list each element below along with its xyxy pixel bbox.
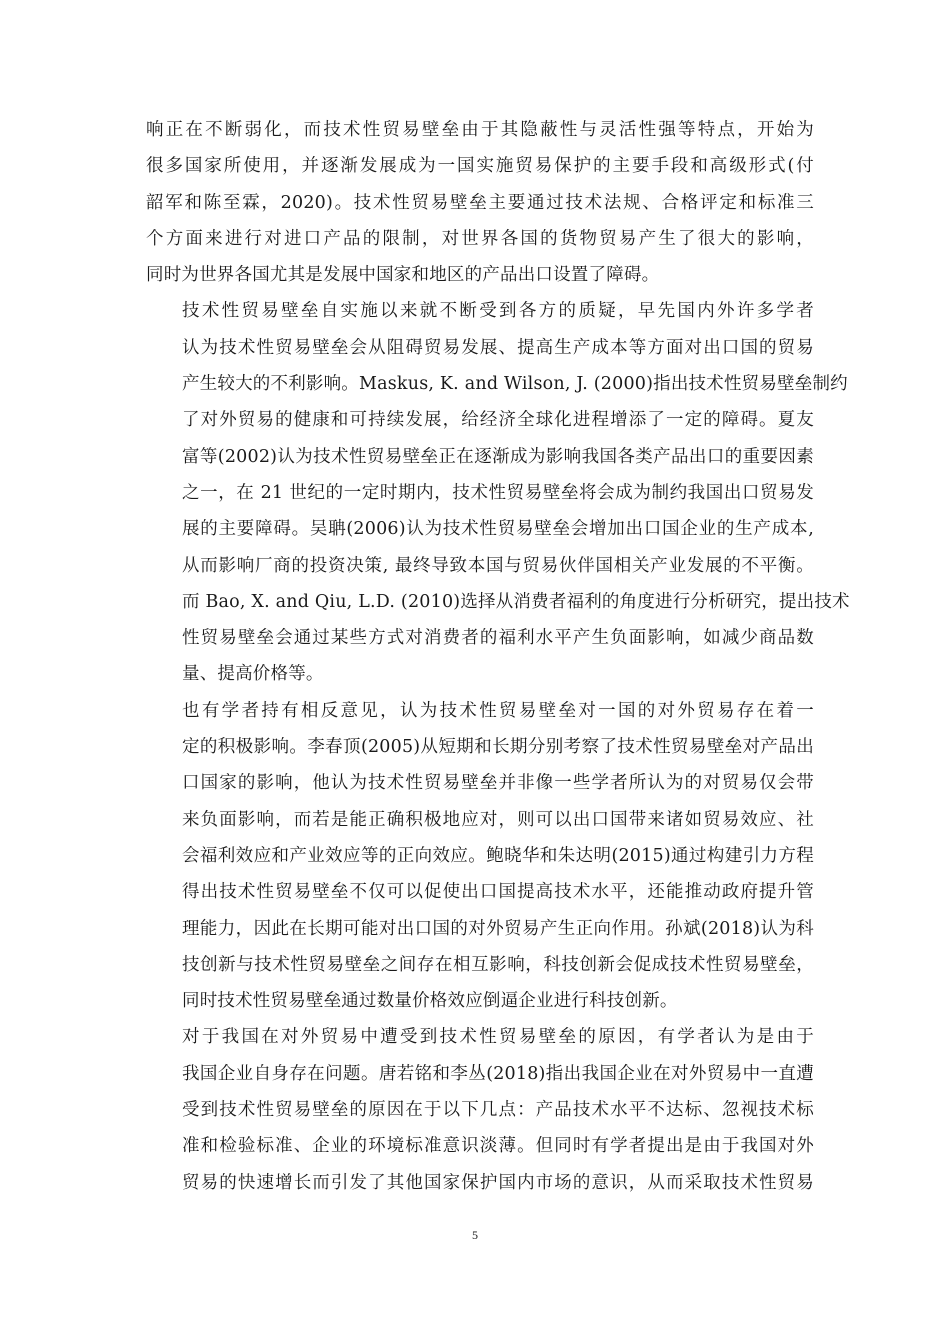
text-line: 了对外贸易的健康和可持续发展，给经济全球化进程增添了一定的障碍。夏友 [182,410,814,431]
text-line: 响正在不断弱化，而技术性贸易壁垒由于其隐蔽性与灵活性强等特点，开始为 [146,120,814,140]
text-line: 之一，在 21 世纪的一定时期内，技术性贸易壁垒将会成为制约我国出口贸易发 [182,482,814,503]
paragraph [146,293,850,692]
text-line: 口国家的影响，他认为技术性贸易壁垒并非像一些学者所认为的对贸易仅会带 [182,773,814,794]
paragraph [146,112,814,293]
text-line: 对于我国在对外贸易中遭受到技术性贸易壁垒的原因，有学者认为是由于 [182,1027,814,1048]
text-line: 韶军和陈至霖，2020)。技术性贸易壁垒主要通过技术法规、合格评定和标准三 [146,192,814,213]
text-line: 富等(2002)认为技术性贸易壁垒正在逐渐成为影响我国各类产品出口的重要因素 [182,446,814,467]
text-line: 得出技术性贸易壁垒不仅可以促使出口国提高技术水平，还能推动政府提升管 [182,882,814,903]
text-line: 也有学者持有相反意见，认为技术性贸易壁垒对一国的对外贸易存在着一 [182,700,814,721]
text-line: 受到技术性贸易壁垒的原因在于以下几点：产品技术水平不达标、忽视技术标 [182,1100,814,1121]
body-text [146,112,850,1201]
text-line: 来负面影响，而若是能正确积极地应对，则可以出口国带来诸如贸易效应、社 [182,809,814,830]
text-line: 我国企业自身存在问题。唐若铭和李丛(2018)指出我国企业在对外贸易中一直遭 [182,1063,814,1084]
text-line: 个方面来进行对进口产品的限制，对世界各国的货物贸易产生了很大的影响， [146,228,814,249]
text-line: 技术性贸易壁垒自实施以来就不断受到各方的质疑，早先国内外许多学者 [182,301,814,322]
paragraph [146,693,814,1020]
text-line: 理能力，因此在长期可能对出口国的对外贸易产生正向作用。孙斌(2018)认为科 [182,918,814,939]
text-line: 定的积极影响。李春顶(2005)从短期和长期分别考察了技术性贸易壁垒对产品出 [182,737,814,758]
text-line: 而 Bao, X. and Qiu, L.D. (2010)选择从消费者福利的角度进行分析研究，提出技术 [182,591,850,612]
paragraph [146,1019,814,1200]
text-line: 很多国家所使用，并逐渐发展成为一国实施贸易保护的主要手段和高级形式(付 [146,156,814,177]
text-line: 会福利效应和产业效应等的正向效应。鲍晓华和朱达明(2015)通过构建引力方程 [182,845,814,866]
text-line: 准和检验标准、企业的环境标准意识淡薄。但同时有学者提出是由于我国对外 [182,1136,814,1157]
text-line: 展的主要障碍。吴聃(2006)认为技术性贸易壁垒会增加出口国企业的生产成本, [182,519,814,540]
text-line: 技创新与技术性贸易壁垒之间存在相互影响，科技创新会促成技术性贸易壁垒， [182,954,814,975]
text-line: 认为技术性贸易壁垒会从阻碍贸易发展、提高生产成本等方面对出口国的贸易 [182,337,814,358]
text-line: 同时技术性贸易壁垒通过数量价格效应倒逼企业进行科技创新。 [182,991,678,1012]
page-number: 5 [472,1228,478,1242]
text-line: 从而影响厂商的投资决策, 最终导致本国与贸易伙伴国相关产业发展的不平衡。 [182,555,814,576]
text-line: 性贸易壁垒会通过某些方式对消费者的福利水平产生负面影响，如减少商品数 [182,628,814,649]
text-line: 贸易的快速增长而引发了其他国家保护国内市场的意识，从而采取技术性贸易 [182,1172,814,1193]
text-line: 同时为世界各国尤其是发展中国家和地区的产品出口设置了障碍。 [146,265,660,286]
text-line: 量、提高价格等。 [182,664,324,685]
text-line: 产生较大的不利影响。Maskus, K. and Wilson, J. (2000)指出技术性贸易壁垒制约 [182,374,848,395]
